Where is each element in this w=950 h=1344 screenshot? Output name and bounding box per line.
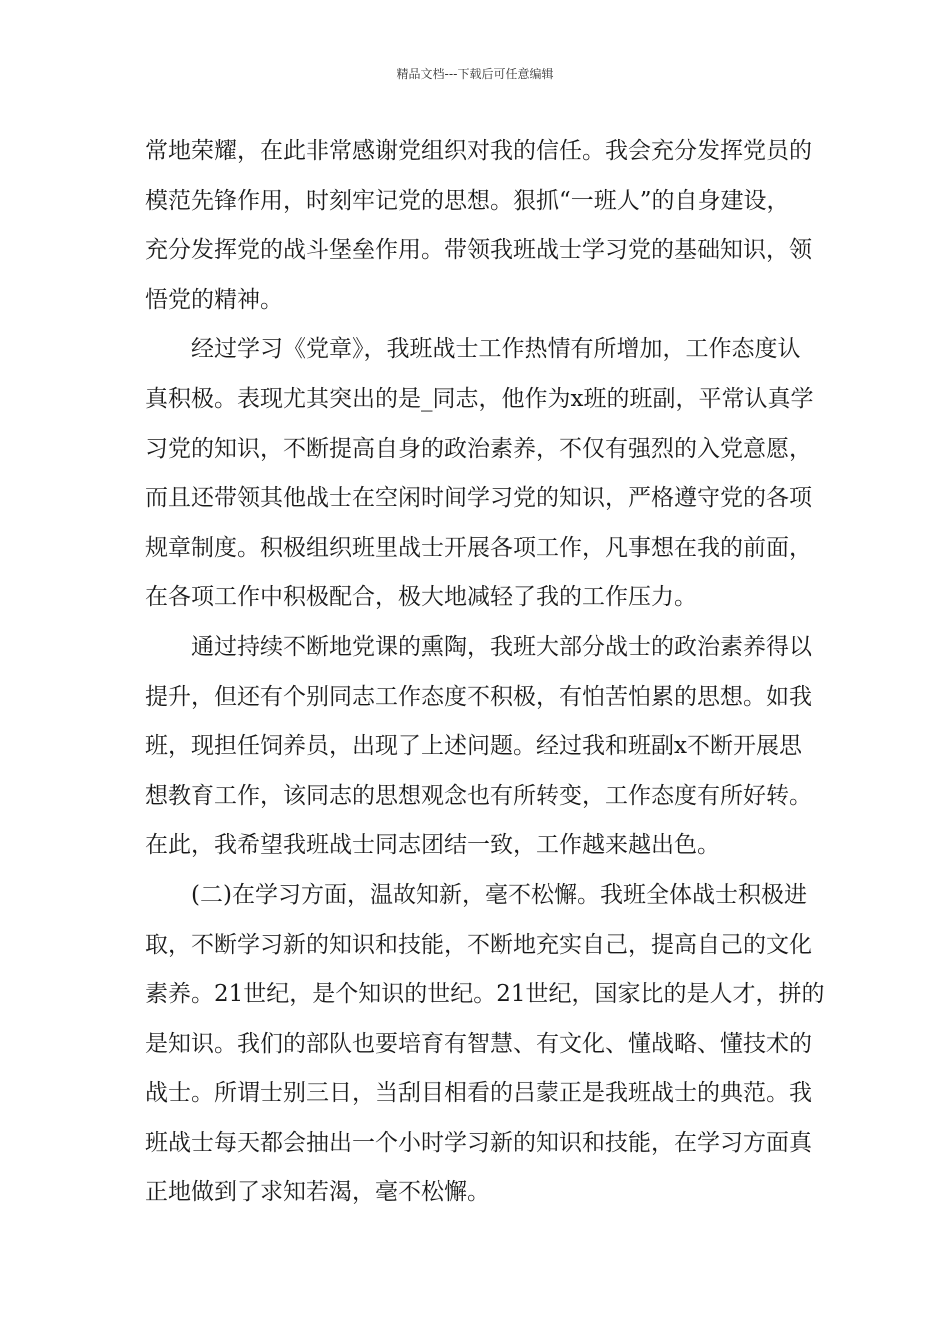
text-line: 提升，但还有个别同志工作态度不积极，有怕苦怕累的思想。如我 — [145, 683, 812, 710]
paragraph-first-line: 经过学习《党章》，我班战士工作热情有所增加，工作态度认 — [191, 336, 801, 363]
paragraph-first-line: (二)在学习方面，温故知新，毫不松懈。我班全体战士积极进 — [191, 881, 807, 908]
text-line: 想教育工作，该同志的思想观念也有所转变，工作态度有所好转。 — [145, 782, 812, 809]
text-line: 取，不断学习新的知识和技能，不断地充实自己，提高自己的文化 — [145, 931, 812, 958]
text-line: 模范先锋作用，时刻牢记党的思想。狠抓“一班人”的自身建设， — [145, 187, 790, 214]
text-line: 规章制度。积极组织班里战士开展各项工作，凡事想在我的前面， — [145, 534, 812, 561]
text-line: 而且还带领其他战士在空闲时间学习党的知识，严格遵守党的各项 — [145, 485, 812, 512]
text-line: 真积极。表现尤其突出的是_同志，他作为x班的班副，平常认真学 — [145, 385, 814, 412]
text-line: 充分发挥党的战斗堡垒作用。带领我班战士学习党的基础知识，领 — [145, 237, 812, 264]
text-line: 素养。21世纪，是个知识的世纪。21世纪，国家比的是人才，拼的 — [145, 981, 825, 1008]
text-line: 正地做到了求知若渴，毫不松懈。 — [145, 1179, 490, 1206]
paragraph-first-line: 通过持续不断地党课的熏陶，我班大部分战士的政治素养得以 — [191, 633, 812, 660]
text-line: 在各项工作中积极配合，极大地减轻了我的工作压力。 — [145, 584, 697, 611]
text-line: 在此，我希望我班战士同志团结一致，工作越来越出色。 — [145, 832, 720, 859]
text-line: 班，现担任饲养员，出现了上述问题。经过我和班副x不断开展思 — [145, 733, 802, 760]
text-line: 习党的知识，不断提高自身的政治素养，不仅有强烈的入党意愿， — [145, 435, 812, 462]
text-line: 是知识。我们的部队也要培育有智慧、有文化、懂战略、懂技术的 — [145, 1030, 812, 1057]
text-line: 班战士每天都会抽出一个小时学习新的知识和技能，在学习方面真 — [145, 1129, 812, 1156]
text-line: 常地荣耀，在此非常感谢党组织对我的信任。我会充分发挥党员的 — [145, 138, 812, 164]
page-header: 精品文档---下载后可任意编辑 — [396, 67, 554, 81]
text-line: 悟党的精神。 — [145, 286, 283, 313]
text-line: 战士。所谓士别三日，当刮目相看的吕蒙正是我班战士的典范。我 — [145, 1080, 812, 1107]
document-body — [145, 127, 825, 1218]
